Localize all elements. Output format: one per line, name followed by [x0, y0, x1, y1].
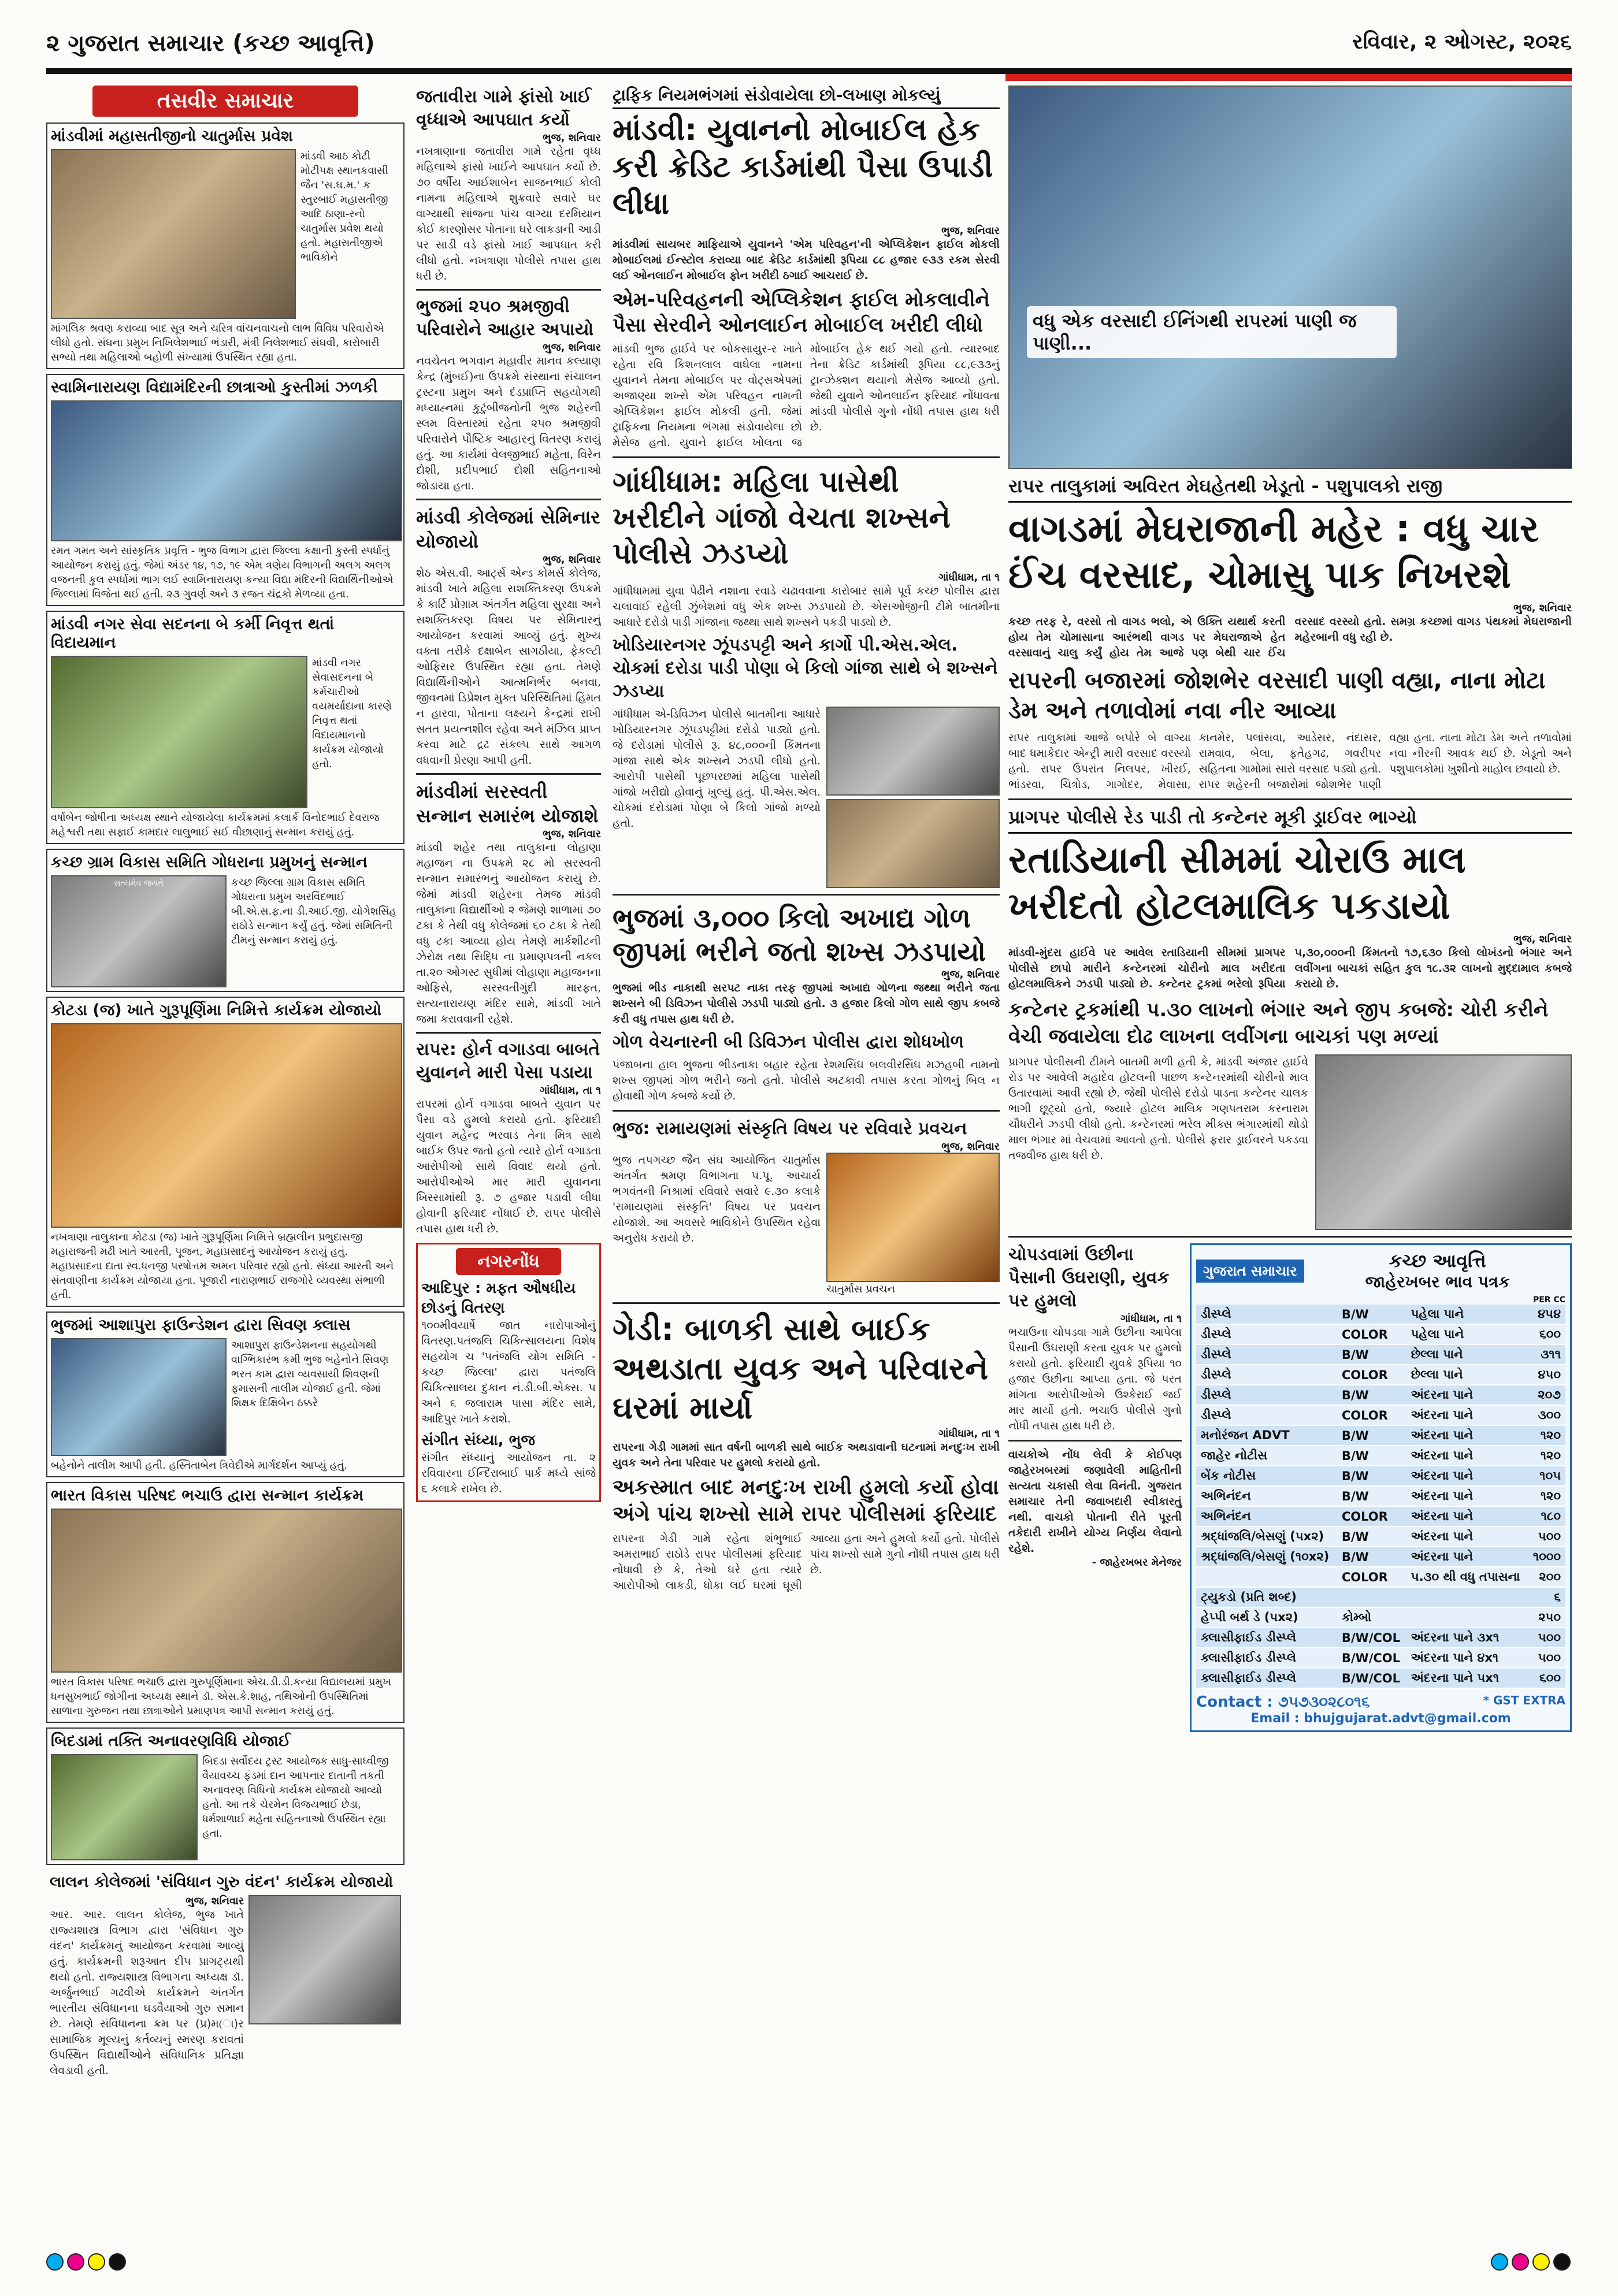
photo-accused-2 — [826, 799, 1000, 888]
registration-marks-right — [1491, 2253, 1574, 2273]
story-retirement — [46, 611, 404, 844]
article-body: પંજાબના હાલ ભુજના ભીડનાકા બહાર રહેતા રેશમસિંઘ બલવીરસિંઘ મઝહબી નામનો શખ્સ જીપમાં ગોળ ભરીને જતો હતો. પોલીસે અટકાવી તપાસ કરતા ગોળનું બિલ ન હોવાથી ગોળ કબજે કર્યો છે. — [613, 1058, 1000, 1102]
story-title: બિદડામાં તક્તિ અનાવરણવિધિ યોજાઈ — [51, 1732, 291, 1750]
story-side-text: આશાપુરા ફાઉન્ડેશનના સહયોગથી વાગ્ભિકારંભ કમી ભુજ બહેનોને સિવણ ભરત કામ દ્વારા વ્યવસાયી શિવણની ફમાસની તાલીમ યોજાઈ હતી. જેમાં શિક્ષક દિક્ષિબેન ઠક્કરે — [231, 1339, 389, 1409]
story-caption: વર્ષાબેન જોષીના અધ્યક્ષ સ્થાને યોજાયેલા કાર્યક્રમમાં કલાર્ક વિનોદભાઈ દેવરાજ મહેશ્વરી તથા સફાઈ કામદાર લાલુભાઈ સઈ વીછાણાનું સન્માન કરાયું હતું. — [51, 812, 380, 838]
story-caption: ભારત વિકાસ પરિષદ ભચાઉ દ્વારા ગુરુપૂર્ણિમાના એચ.ડી.ડી.કન્યા વિદ્યાલયમાં પ્રમુખ ધનસુખભાઈ જોગીના અધ્યક્ષ સ્થાને ડૉ. એસ.કે.શાહ, તથિઓની ઉપસ્થિતિમાં સાળાના ગુરુજન તથા છાત્રાઓને પ્રમાણપત્ર આપી સન્માન કરાયું હતું. — [51, 1676, 391, 1717]
story-sewing — [46, 1312, 404, 1477]
rate-page: છેલ્લા પાને — [1407, 1344, 1527, 1365]
rate-page: છેલ્લા પાને — [1407, 1365, 1527, 1385]
column-rain — [1008, 86, 1572, 2217]
story-bidada — [46, 1727, 404, 1865]
byline: ગાંધીધામ, તા ૧ — [1120, 1313, 1182, 1325]
rate-price: ૨૫૦ — [1527, 1607, 1565, 1628]
rate-type: B/W — [1337, 1305, 1407, 1324]
headline-chopadva: ચોપડવામાં ઉછીના પૈસાની ઉઘરાણી, યુવક પર હુમલો — [1008, 1244, 1170, 1311]
rate-type: B/W — [1337, 1446, 1407, 1466]
article-lead: ભુજમાં ભીડ નાકાથી સરપટ નાકા તરફ જીપમાં અખાદ્ય ગોળના જથ્થા ભરીને જતા શખ્સને બી ડિવિઝન પોલીસે ઝડપી પાડ્યો હતો. ૩ હજાર કિલો ગોળ સાથે જીપ કબજે કરી વધુ તપાસ હાથ ધરી છે. — [613, 982, 1000, 1026]
photo-wrestling-team — [51, 400, 402, 541]
rate-price: ૫૦૦ — [1527, 1648, 1565, 1668]
rate-row — [1196, 1547, 1565, 1567]
divider — [613, 1110, 1000, 1112]
subheadline: કન્ટેનર ટ્રકમાંથી પ.૩૦ લાખનો ભંગાર અને જીપ કબજે: ચોરી કરીને વેચી જવાયેલા દોઢ લાખના લવીંગના બાચકાં પણ મળ્યાં — [1008, 998, 1549, 1048]
photo-caption: ચાતુર્માસ પ્રવચન — [826, 1283, 895, 1295]
rate-category: ડીસ્પ્લે — [1196, 1365, 1337, 1385]
divider — [1008, 1440, 1182, 1441]
byline: ભુજ, શનિવાર — [185, 1895, 244, 1907]
rate-price: ૧૨૦ — [1527, 1425, 1565, 1446]
email-link[interactable]: bhujgujarat.advt@gmail.com — [1304, 1711, 1511, 1726]
headline-ratadiya: રતાડિયાની સીમમાં ચોરાઉ માલ ખરીદતો હોટલમાલિક પકડાયો — [1008, 839, 1466, 928]
rate-type: B/W/COL — [1337, 1648, 1407, 1668]
rate-row — [1196, 1486, 1565, 1506]
rate-category: શ્રદ્ધાંજલિ/બેસણું (૧૦x૨) — [1196, 1547, 1337, 1567]
article-body: ગાંધીધામ એ-ડિવિઝન પોલીસે બાતમીના આધારે ખોડિયારનગર ઝૂંપડપટ્ટીમાં દરોડો પાડ્યો હતો. જે દરોડામાં પોલીસે રૂ. ૪૮,૦૦૦ની કિંમતના ગાંજા સાથે એક શખ્સને ઝડપી લીધો હતો. આરોપી પાસેથી પૂછપરછમાં મહિલા પાસેથી ગાંજો ખરીદ્યો હોવાનું ખુલ્યું હતું. પી.એસ.એલ. ચોકમાં દરોડામાં પોણા બે કિલો ગાંજો મળ્યો હતો. — [613, 708, 821, 830]
nagar-nondh-box — [416, 1243, 601, 1502]
photo-chaturmas — [51, 149, 296, 319]
byline: ભુજ, શનિવાર — [941, 968, 1000, 980]
rate-page: અંદરના પાને — [1407, 1385, 1527, 1405]
rate-category: ટ્યુકડો (પ્રતિ શબ્દ) — [1196, 1587, 1337, 1607]
article-rapar-horn — [416, 1038, 601, 1237]
rate-type: B/W — [1337, 1385, 1407, 1405]
rate-row — [1196, 1587, 1565, 1607]
rate-price: ૧૦૦૦ — [1527, 1547, 1565, 1567]
rate-page: અંદરના પાને — [1407, 1526, 1527, 1547]
rate-page: અંદરના પાને ૩x૧ — [1407, 1628, 1527, 1648]
story-gurupurnima — [46, 997, 404, 1307]
reg-mark-icon — [109, 2253, 126, 2271]
column-briefs — [416, 86, 601, 2217]
byline: ગાંધીધામ, તા ૧ — [540, 1084, 601, 1097]
story-caption: રમત ગમત અને સાંસ્કૃતિક પ્રવૃત્તિ - ભુજ વિભાગ દ્વારા જિલ્લા કક્ષાની કુસ્તી સ્પર્ધાનું આયોજન કરાયું હતું. જેમાં અંડર ૧૪, ૧૭, ૧૯ એમ ત્રણેય વિભાગની અલગ અલગ વજનની કુલ સ્પર્ધામાં ભાગ લઈ સ્વામિનારાયણ કન્યા વિદ્યા મંદિરની વિદ્યાર્થિનીઓએ જિલ્લામાં વિજેતા થઈ હતી. ૨૩ ગુવર્ણ અને ૩ રજત ચંદ્રકો મેળવ્યા હતા. — [51, 545, 394, 600]
brief-body: સંગીત સંધ્યાનું આયોજન તા. ૨ રવિવારના ઈન્દિરાબાઈ પાર્ક મધ્યે સાંજે ૬ કલાકે રાખેલ છે. — [421, 1451, 596, 1495]
rate-row — [1196, 1324, 1565, 1344]
subheadline: ખોડિયારનગર ઝૂંપડપટ્ટી અને કાર્ગો પી.એસ.એલ. ચોકમાં દરોડા પાડી પોણા બે કિલો ગાંજા સાથે બે શખ્સને ઝડપ્યા — [613, 635, 998, 701]
advert-notice: વાચકોએ નોંધ લેવી કે કોઈપણ જાહેરખબરમાં જણાવેલી માહિતીની સત્યતા ચકાસી લેવા વિનંતી. ગુજરાત સમાચાર તેની જવાબદારી સ્વીકારતું નથી. વાચકો પોતાની રીતે પૂરતી તકેદારી રાખીને યોગ્ય નિર્ણય લેવાનો રહેશે. — [1008, 1448, 1182, 1555]
rate-row — [1196, 1385, 1565, 1405]
kicker: રાપર તાલુકામાં અવિરત મેઘહેતથી ખેડૂતો - પશુપાલકો રાજી — [1008, 475, 1572, 503]
reg-mark-icon — [67, 2253, 84, 2271]
masthead — [46, 30, 1572, 65]
headline-gedi: ગેડી: બાળકી સાથે બાઈક અથડાતા યુવક અને પરિવારને ઘરમાં માર્યા — [613, 1311, 989, 1426]
rate-row — [1196, 1567, 1565, 1587]
rate-category: ડીસ્પ્લે — [1196, 1405, 1337, 1425]
rate-row — [1196, 1344, 1565, 1365]
photo-flooded-street — [1008, 86, 1572, 469]
photo-overlay-caption: વધુ એક વરસાદી ઈનિંગથી રાપરમાં પાણી જ પાણી... — [1027, 306, 1397, 358]
headline: ભુજમાં ૨૫૦ શ્રમજીવી પરિવારોને આહાર અપાયો — [416, 296, 593, 340]
registration-marks-left — [46, 2253, 129, 2273]
article-body: ભુજ તપગચ્છ જૈન સંઘ આયોજિત ચાતુર્માસ અંતર્ગત શ્રમણ વિભાગના પ.પૂ. આચાર્ય ભગવંતની નિશ્રામાં રવિવારે સવારે ૯.૩૦ કલાકે 'રામાયણમાં સંસ્કૃતિ' વિષય પર પ્રવચન યોજાશે. આ અવસરે ભાવિકોને ઉપસ્થિત રહેવા અનુરોધ કરાયો છે. — [613, 1154, 821, 1244]
rate-price: ૧૮૦ — [1527, 1506, 1565, 1526]
rate-row — [1196, 1668, 1565, 1688]
rate-page: પહેલા પાને — [1407, 1324, 1527, 1344]
masthead-date: રવિવાર, ૨ ઓગસ્ટ, ૨૦૨૬ — [1352, 30, 1572, 54]
article-food — [416, 295, 601, 494]
rate-page: અંદરના પાને ૪x૧ — [1407, 1648, 1527, 1668]
sign-text: સત્યમેવ જયતે — [114, 879, 164, 888]
contact-label: Contact : — [1196, 1693, 1273, 1711]
rate-category: ડીસ્પ્લે — [1196, 1344, 1337, 1365]
rate-category: મનોરંજન ADVT — [1196, 1425, 1337, 1446]
article-lead: કચ્છ તરફ રે, વરસો તો વાગડ ભલો, એ ઉક્તિ યથાર્થ કરતી હોય તેમ ચોમાસાના આરંભથી વાગડ પર મેઘરાજાએ હેત વરસાવાનું ચાલુ કર્યું હોય તેમ આજે પણ બેથી ચાર ઈંચ વરસાદ વરસ્યો હતો. સમગ્ર કચ્છમાં વાગડ પંથકમાં મેઘરાજાની મહેરબાની વધુ રહી છે. — [1008, 615, 1572, 659]
divider — [416, 499, 601, 500]
divider — [1008, 798, 1572, 800]
rate-category: જાહેર નોટીસ — [1196, 1446, 1337, 1466]
rate-price: ૨૦૦ — [1527, 1567, 1565, 1587]
divider — [416, 1032, 601, 1034]
rate-type — [1337, 1587, 1407, 1607]
rate-type: B/W — [1337, 1526, 1407, 1547]
article-lead: માંડવી-મુંદરા હાઈવે પર આવેલ રતાડિયાની સીમમાં પ્રાગપર પોલીસે છાપો મારીને કન્ટેનરમાં ચોરીનો માલ ખરીદતા હોટલમાલિકને ઝડપી પાડ્યો છે. કન્ટેનર ટ્રકમાં ભરેલો રૂપિયા ૫,૩૦,૦૦૦ની કિંમતનો ૧૭,૬૩૦ કિલો લોખંડનો ભંગાર અને લવીંગના બાચકાં સહિત કુલ ૧૮.૩૨ લાખનો મુદ્દામાલ કબજે કરાયો છે. — [1008, 946, 1572, 990]
article-body: માંડવી ભુજ હાઈવે પર બોકસાયુર-ર ખાતે રહેતા રવિ કિશનલાલ વાઘેલા નામના યુવાનને તેમના મોબાઈલ પર વોટ્સએપમાં અજાણ્યા શખ્સે એમ પરિવહન નામની એપ્લિકેશન ફાઈલ મોકલી હતી. જેમાં ટ્રાફિકના નિયમના ભંગમાં સંડોવાયેલા છો મેસેજ હતો. યુવાને ફાઈલ ખોલતા જ મોબાઈલ હેક થઈ ગયો હતો. ત્યારબાદ તેના ક્રેડિટ કાર્ડમાંથી રૂપિયા ૮૮,૯૩૩નું ટ્રાન્ઝેક્શન થયાનો મેસેજ આવ્યો હતો. જેથી યુવાને ઓનલાઈન ફરિયાદ નોંધાવતા માંડવી પોલીસે ગુનો નોંધી તપાસ હાથ ધરી છે. — [613, 343, 1000, 449]
headline-ganja: ગાંધીધામ: મહિલા પાસેથી ખરીદીને ગાંજો વેચતા શખ્સને પોલીસે ઝડપ્યો — [613, 465, 951, 570]
rate-type: COLOR — [1337, 1365, 1407, 1385]
photo-gurupurnima — [51, 1023, 402, 1228]
story-wrestling — [46, 374, 404, 606]
story-side-text: બિદડા સર્વોદય ટ્રસ્ટ આયોજક સાધુ-સાધ્વીજી વૈયાવચ્ચ ફંડમાં દાન આપનાર દાતાની તકતી અનાવરણ વિધિનો કાર્યક્રમ યોજાયો આવ્યો હતો. આ તકે ચેરમેન વિજયભાઈ છેડા, ધર્મશાળાઈ મહેતા સહિતનાઓ ઉપસ્થિત રહ્યા હતા. — [202, 1755, 389, 1840]
reg-mark-icon — [46, 2253, 64, 2271]
column-photo-news — [46, 86, 404, 2217]
divider — [1008, 1236, 1572, 1238]
byline: ગાંધીધામ, તા ૧ — [938, 1428, 1000, 1440]
divider — [613, 894, 1000, 896]
rate-row — [1196, 1607, 1565, 1628]
article-lead: માંડવીમાં સાયબર માફિયાએ યુવાનને 'એમ પરિવહન'ની એપ્લિકેશન ફાઈલ મોકલી મોબાઈલમાં ઈન્સ્ટોલ કરાવ્યા બાદ ક્રેડિટ કાર્ડમાંથી રૂપિયા ૮૮ હજાર ૯૩૩ રકમ સેરવી લઈ ઓનલાઈન મોબાઈલ ફોન ખરીદી ઠગાઈ આચરાઈ છે. — [613, 238, 1000, 282]
rate-category: અભિનંદન — [1196, 1506, 1337, 1526]
email-label: Email : — [1250, 1711, 1300, 1726]
headline: માંડવી કોલેજમાં સેમિનાર યોજાયો — [416, 506, 600, 552]
rate-page: અંદરના પાને — [1407, 1506, 1527, 1526]
rate-page: અંદરના પાને — [1407, 1466, 1527, 1486]
rate-price: ૪૫૪ — [1527, 1305, 1565, 1324]
subheadline: રાપરની બજારમાં જોશભેર વરસાદી પાણી વહ્યા, નાના મોટા ડેમ અને તળાવોમાં નવા નીર આવ્યા — [1008, 667, 1546, 724]
rate-price: ૨૦૭ — [1527, 1385, 1565, 1405]
photo-monk — [826, 1153, 1000, 1282]
rate-page: અંદરના પાને — [1407, 1486, 1527, 1506]
headline-jaggery: ભુજમાં ૩,૦૦૦ કિલો અખાદ્ય ગોળ જીપમાં ભરીને જતો શખ્સ ઝડપાયો — [613, 902, 986, 967]
ad-rate-card — [1190, 1243, 1572, 1732]
rate-page: અંદરના પાને — [1407, 1547, 1527, 1567]
photo-retirement — [51, 656, 307, 808]
story-side-text: માંડવી આઠ કોટી મોટીપક્ષ સ્થાનકવાસી જૈન 'સ.ઘ.મ.' ક સ્તુરબાઈ મહાસતીજી આદિ ઠાણા-રનો ચાતુર્માસ પ્રવેશ થયો હતો. મહાસતીજીએ ભાવિકોને — [300, 150, 388, 263]
article-body: પ્રાગપર પોલીસની ટીમને બાતમી મળી હતી કે, માંડવી અંજાર હાઈવે રોડ પર આવેલી મહાદેવ હોટલની પાછળ કન્ટેનરમાંથી ચોરીનો માલ ઉતારવામાં આવી રહ્યો છે. જેથી પોલીસે દરોડો પાડતા કન્ટેનર ચાલક ભાગી છૂટ્યો હતો, જ્યારે હોટલ માલિક ગણપતરામ કરનારામ ચૌધરીને ઝડપી લીધો હતો. કન્ટેનરમાં ભરેલ મીક્સ ભંગારમાંથી થોડો માલ ભંગાર માં વેચવામાં આવતો હતો. પોલીસે ફરાર ડ્રાઈવરને પકડવા તજવીજ હાથ ધરી છે. — [1008, 1056, 1308, 1162]
article-body: માંડવી શહેર તથા તાલુકાના લોહાણા મહાજન ના ઉપક્રમે ૨૮ મો સરસ્વતી સન્માન સમારંભનું આયોજન કરાયું છે. જેમાં માંડવી શહેરના તેમજ માંડવી તાલુકાના વિદ્યાર્થીઓ ૨ જેમણે શાળામાં ૭૦ ટકા કે તેથી વધુ કોલેજમાં ૬૦ ટકા કે તેથી વધુ ટકા આવ્યા હોય તેમણે માર્કશીટની ઝેરોક્ષ તથા સિદ્ધિ ના પ્રમાણપત્રની નકલ તા.૨૦ ઓગસ્ટ સુધીમાં લોહાણા મહાજનના ઓફિસે, સરસ્વતીગુંદી મારફત, સત્યનારાયણ મંદિર સામે, માંડવી ખાતે જમા કરાવવાની રહેશે. — [416, 841, 601, 1026]
rate-page: પહેલા પાને — [1407, 1305, 1527, 1324]
story-bhachau — [46, 1482, 404, 1723]
rate-category: ક્લાસીફાઈડ ડીસ્પ્લે — [1196, 1628, 1337, 1648]
story-title: માંડવી નગર સેવા સદનના બે કર્મી નિવૃત્ત થતાં વિદાયમાન — [51, 615, 335, 652]
byline: ભુજ, શનિવાર — [941, 225, 1000, 237]
byline: ગાંધીધામ, તા ૧ — [938, 571, 1000, 584]
headline-ramayan: ભુજ: રામાયણમાં સંસ્કૃતિ વિષય પર રવિવારે પ્રવચન — [613, 1119, 967, 1139]
story-title: માંડવીમાં મહાસતીજીનો ચાતુર્માસ પ્રવેશ — [51, 127, 293, 145]
photo-sewing-class — [51, 1338, 227, 1456]
byline: ભુજ, શનિવાર — [543, 553, 601, 566]
gst-note: * GST EXTRA — [1483, 1693, 1565, 1707]
rate-price: ૫૦૦ — [1527, 1628, 1565, 1648]
rate-type: B/W/COL — [1337, 1628, 1407, 1648]
rate-price: ૧૨૦ — [1527, 1446, 1565, 1466]
rate-category: અભિનંદન — [1196, 1486, 1337, 1506]
story-side-text: કચ્છ જિલ્લા ગ્રામ વિકાસ સમિતિ ગોધરાના પ્રમુખ અરવિંદભાઈ બી.એ.સ.ફ.ના ડી.આઈ.જી. યોગેશસિંહ રાઠોડે સન્માન કર્યું હતું. જેમાં સમિતિની ટીમનું સન્માન કરાયું હતું. — [231, 876, 397, 946]
rate-type: કોમ્બો — [1337, 1607, 1407, 1628]
kicker: પ્રાગપર પોલીસે રેડ પાડી તો કન્ટેનર મૂકી ડ્રાઈવર ભાગ્યો — [1008, 806, 1572, 834]
top-rule — [46, 68, 1572, 74]
brief-title: સંગીત સંધ્યા, ભુજ — [421, 1432, 536, 1449]
photo-plaque — [51, 1754, 198, 1860]
column-crime — [613, 86, 1000, 2217]
rate-price: ૩૦૦ — [1527, 1405, 1565, 1425]
masthead-left: ૨ ગુજરાત સમાચાર (કચ્છ આવૃત્તિ) — [46, 30, 375, 57]
byline: ભુજ, શનિવાર — [941, 1140, 1000, 1153]
contact-number[interactable]: ૭૫૭૩૦૨૮૦૧૬ — [1278, 1693, 1370, 1711]
notice-signature: - જાહેરખબર મેનેજર — [1092, 1556, 1182, 1569]
byline: ભુજ, શનિવાર — [543, 828, 601, 840]
divider — [613, 456, 1000, 458]
headline-vagad-rain: વાગડમાં મેઘરાજાની મહેર : વધુ ચાર ઈંચ વરસાદ, ચોમાસુ પાક નિખરશે — [1008, 508, 1539, 597]
subheadline: એમ-પરિવહનની એપ્લિકેશન ફાઈલ મોકલાવીને પૈસા સેરવીને ઓનલાઈન મોબાઈલ ખરીદી લીધો — [613, 288, 990, 337]
story-caption: નખત્રાણા તાલુકાના કોટડા (જ) ખાતે ગુરૂપૂર્ણિમા નિમિત્તે બ્રહ્મલીન પ્રભુદાસજી મહારાજની મઢી ખાતે આરતી, પૂજન, મહાપ્રસાદનું આયોજન કરાયું હતું. મહાપ્રસાદના દાતા સ્વ.ધનજી પરષોત્તમ અમન પરિવાર રહ્યો હતો. સંધ્યા આરતી અને સંતવાણીના કાર્યક્રમ યોજાયા હતા. પૂજારી નારાણભાઈ રાજગોરે વ્યવસ્થા સંભાળી હતી. — [51, 1231, 394, 1301]
rate-row — [1196, 1425, 1565, 1446]
rate-row — [1196, 1648, 1565, 1668]
rate-category: હેપ્પી બર્થ ડે (૫x૨) — [1196, 1607, 1337, 1628]
top-red-bar — [1005, 74, 1572, 81]
rate-page: અંદરના પાને — [1407, 1425, 1527, 1446]
reg-mark-icon — [1532, 2253, 1550, 2271]
headline: જતાવીરા ગામે ફાંસો ખાઈ વૃધ્ધાએ આપઘાત કર્યો — [416, 87, 592, 130]
rate-row — [1196, 1466, 1565, 1486]
rate-page — [1407, 1587, 1527, 1607]
article-body: રાપર તાલુકામાં આજે બપોરે બે વાગ્યા બાદ ધમાકેદાર એન્ટ્રી મારી વરસાદ વરસ્યો હતો. રાપર ઉપરાંત નિલપર, ખીરઈ, ભાંડરવા, ચિત્રોડ, ગાગોદર, મેવાસા, કાનમેર, પલાંસવા, આડેસર, નંદાસર, રામવાવ, બેલા, ફતેહગઢ, ગવરીપર સહિતના ગામોમાં સારો વરસાદ પડ્યો હતો. રાપર શહેરની બજારોમાં જોશભેર પાણી વહ્યા હતા. નાના મોટા ડેમ અને તળાવોમાં નવા નીરની આવક થઈ છે. ખેડૂતો અને પશુપાલકોમાં ખુશીનો માહોલ છવાયો છે. — [1008, 731, 1572, 791]
photo-container-truck — [1315, 1054, 1572, 1230]
photo-accused-1 — [826, 707, 1000, 796]
brand-logo: ગુજરાત સમાચાર — [1196, 1260, 1304, 1283]
ratecard-unit: PER CC — [1532, 1295, 1565, 1305]
headline-mandvi-hack: માંડવી: યુવાનનો મોબાઈલ હેક કરી ક્રેડિટ કાર્ડમાંથી પૈસા ઉપાડી લીધા — [613, 113, 993, 221]
rate-page: અંદરના પાને ૫x૧ — [1407, 1668, 1527, 1688]
article-seminar — [416, 505, 601, 768]
rate-row — [1196, 1526, 1565, 1547]
rate-type: B/W/COL — [1337, 1668, 1407, 1688]
rate-row — [1196, 1506, 1565, 1526]
ratecard-title: જાહેરખબર ભાવ પત્રક — [1365, 1272, 1510, 1291]
rate-row — [1196, 1365, 1565, 1385]
story-title: ભારત વિકાસ પરિષદ ભચાઉ દ્વારા સન્માન કાર્યક્રમ — [51, 1487, 364, 1504]
rate-type: B/W — [1337, 1466, 1407, 1486]
story-title: કોટડા (જ) ખાતે ગુરૂપૂર્ણિમા નિમિત્તે કાર્યક્રમ યોજાયો — [51, 1001, 382, 1019]
article-lead: ગાંધીધામમાં યુવા પેઢીને નશાના રવાડે ચઢાવવાના કારોબાર સામે પૂર્વ કચ્છ પોલીસ દ્વારા ચલાવાઈ રહેલી ઝુંબેશમાં વધુ એક શખ્સ ઝડપાયો છે. એસઓજીની ટીમે બાતમીના આધારે દરોડો પાડી ગાંજાના જથ્થા સાથે શખ્સને પકડી પાડ્યો છે. — [613, 585, 1000, 629]
story-gramvikas — [46, 849, 404, 992]
story-caption: બહેનોને તાલીમ આપી હતી. હસ્તિતાબેન ત્રિવેદીએ માર્ગદર્શન આપ્યું હતું. — [51, 1459, 348, 1472]
rate-category: ક્લાસીફાઈડ ડીસ્પ્લે — [1196, 1648, 1337, 1668]
subheadline: અકસ્માત બાદ મનદુઃખ રાખી હુમલો કર્યો હોવા અંગે પાંચ શખ્સો સામે રાપર પોલીસમાં ફરિયાદ — [613, 1476, 999, 1526]
rate-category: ડીસ્પ્લે — [1196, 1305, 1337, 1324]
story-title: સ્વામિનારાયણ વિદ્યામંદિરની છાત્રાઓ કુસ્તીમાં ઝળકી — [51, 378, 378, 396]
divider — [613, 1302, 1000, 1304]
subheadline: ગોળ વેચનારની બી ડિવિઝન પોલીસ દ્વારા શોધખોળ — [613, 1032, 964, 1052]
rate-type: B/W — [1337, 1547, 1407, 1567]
rate-price: ૧૨૦ — [1527, 1486, 1565, 1506]
rate-page: અંદરના પાને — [1407, 1405, 1527, 1425]
rate-price: ૬૦૦ — [1527, 1324, 1565, 1344]
rate-row — [1196, 1305, 1565, 1324]
rate-price: ૪૫૦ — [1527, 1365, 1565, 1385]
story-title: લાલન કોલેજમાં 'સંવિધાન ગુરુ વંદન' કાર્યક્રમ યોજાયો — [50, 1873, 394, 1891]
nagar-nondh-label: નગરનોંધ — [456, 1248, 561, 1275]
headline: માંડવીમાં સરસ્વતી સન્માન સમારંભ યોજાશે — [416, 781, 599, 827]
rate-price: ૧૦૫ — [1527, 1466, 1565, 1486]
story-title: કચ્છ ગ્રામ વિકાસ સમિતિ ગોધરાના પ્રમુખનું સન્માન — [51, 853, 368, 871]
headline: રાપર: હોર્ન વગાડવા બાબતે યુવાનને મારી પેસા પડાયા — [416, 1039, 600, 1083]
byline: ભુજ, શનિવાર — [543, 132, 601, 144]
story-caption: માંગલિક શ્રવણ કરાવ્યા બાદ સૂત્ર અને ચરિત્ર વાંચનવાચનો લાભ વિવિધ પરિવારોએ લીધો હતો. સંઘના પ્રમુખ નિખિલેશભાઈ ભંડારી, મંત્રી નિલેશભાઈ સંઘવી, કારોબારી સભ્યો તથા મહિલાઓ બહોળી સંખ્યામાં ઉપસ્થિત રહ્યા હતા. — [51, 322, 384, 363]
rate-category: ક્લાસીફાઈડ ડીસ્પ્લે — [1196, 1668, 1337, 1688]
divider — [416, 289, 601, 291]
rate-type: COLOR — [1337, 1567, 1407, 1587]
rate-row — [1196, 1405, 1565, 1425]
article-saraswati — [416, 779, 601, 1027]
story-title: ભુજમાં આશાપુરા ફાઉન્ડેશન દ્વારા સિવણ ક્લાસ — [51, 1316, 351, 1334]
rate-type: B/W — [1337, 1344, 1407, 1365]
photo-bhachau-event — [51, 1509, 402, 1673]
rate-page: ૫.૩૦ થી વધુ તપાસના — [1407, 1567, 1527, 1587]
article-body: નખત્રાણાના જતાવીરા ગામે રહેતા વૃધ્ધ મહિલાએ ફાંસો ખાઈને આપઘાત કર્યો છે. ૭૦ વર્ષીય આઈશાબેન સાજનભાઈ કોલી નામના મહિલાએ શુક્રવારે સવારે ઘર વાગ્યાથી સાંજના પાંચ વાગ્યા દરમિયાન કોઈ કારણોસર પોતાના ઘરે લાકડાની આડી પર સાડી વડે ફાંસો ખાઈ આપઘાત કરી લીધો હતો. નખત્રાણા પોલીસે તપાસ હાથ ધરી છે. — [416, 145, 601, 283]
story-body: આર. આર. લાલન કોલેજ, ભુજ ખાતે રાજ્યશાસ્ત્ર વિભાગ દ્વારા 'સંવિધાન ગુરુ વંદન' કાર્યક્રમનું આયોજન કરવામાં આવ્યું હતું. કાર્યક્રમની શરૂઆત દીપ પ્રાગટ્યથી થયો હતો. રાજ્યશાસ્ત્ર વિભાગના અધ્યક્ષ ડૉ. અર્જુનભાઈ ગઢવીએ કાર્યક્રમને અંતર્ગત ભારતીય સંવિધાનના ઘડવૈયાઓ ગુરુ સમાન છે. તેમણે સંવિધાનના ક્રમ પર (પ્ર)મ(ા)ર સામાજિક મૂલ્યનું કર્તવ્યનું સ્મરણ કરાવતાં ઉપસ્થિત વિદ્યાર્થીઓને સંવિધાનિક પ્રતિજ્ઞા લેવડાવી હતી. — [50, 1908, 244, 2077]
photo-felicitation — [51, 875, 227, 987]
article-body: ભચાઉના ચોપડવા ગામે ઉછીના આપેલા પૈસાની ઉઘરાણી કરતા યુવક પર હુમલો કરાયો હતો. ફરિયાદી યુવકે રૂપિયા ૧૦ હજાર ઉછીના આપ્યા હતા. જે પરત માંગતા આરોપીઓએ ઉશ્કેરાઈ જઈ માર માર્યો હતો. ભચાઉ પોલીસે ગુનો નોંધી તપાસ હાથ ધરી છે. — [1008, 1326, 1182, 1432]
rate-price: ૬ — [1527, 1587, 1565, 1607]
rate-row — [1196, 1446, 1565, 1466]
rate-row — [1196, 1628, 1565, 1648]
rate-page: અંદરના પાને — [1407, 1446, 1527, 1466]
rate-type: COLOR — [1337, 1324, 1407, 1344]
rate-category: ડીસ્પ્લે — [1196, 1324, 1337, 1344]
reg-mark-icon — [1512, 2253, 1529, 2271]
article-jatavira — [416, 86, 601, 284]
byline: ભુજ, શનિવાર — [1513, 933, 1572, 945]
rate-type: COLOR — [1337, 1506, 1407, 1526]
rate-price: ૫૦૦ — [1527, 1526, 1565, 1547]
rate-page — [1407, 1607, 1527, 1628]
reg-mark-icon — [1491, 2253, 1508, 2271]
section-label: તસવીર સમાચાર — [92, 86, 358, 117]
article-body: રાપરમાં હોર્ન વગાડવા બાબતે યુવાન પર પૈસા વડે હુમલો કરાયો હતો. ફરિયાદી યુવાન મહેન્દ્ર ભરવાડ તેના મિત્ર સાથે બાઈક ઉપર જતો હતો ત્યારે હોર્ન વગાડતા આરોપીઓ સાથે વિવાદ થયો હતો. આરોપીઓએ માર મારી યુવાનના ખિસ્સામાંથી રૂ. ૭ હજાર પડાવી લીધા હોવાની ફરિયાદ નોંધાઈ છે. રાપર પોલીસે તપાસ હાથ ધરી છે. — [416, 1098, 601, 1235]
rate-category: બેંક નોટીસ — [1196, 1466, 1337, 1486]
article-body: નવચેતન ભગવાન મહાવીર માનવ કલ્યાણ કેન્દ્ર (મુંબઈ)ના ઉપક્રમે સંસ્થાના સંચાલન ટ્રસ્ટના પ્રમુખ અને દંડપ્રાપ્તિ સહયોગથી મધ્યાહ્નમાં કુટુંબીજનોની ભુજ શહેરની સ્લમ વિસ્તારમાં રહેતા ૨૫૦ શ્રમજીવી પરિવારોને પૌષ્ટિક આહારનું વિતરણ કરાયું હતું. આ કાર્યમાં વેલજીભાઈ મહેતા, વિરેન દોશી, પ્રદીપભાઈ દોશી સહિતનાઓ જોડાયા હતા. — [416, 355, 601, 492]
rate-category: શ્રદ્ધાંજલિ/બેસણું (૫x૨) — [1196, 1526, 1337, 1547]
article-body: રાપરના ગેડી ગામે રહેતા શંભુભાઈ અમરાભાઈ રાઠોડે રાપર પોલીસમાં ફરિયાદ નોંધાવી છે કે, તેઓ ઘરે હતા ત્યારે આરોપીઓ લાકડી, ધોકા લઈ ઘરમાં ઘૂસી આવ્યા હતા અને હુમલો કર્યો હતો. પોલીસે પાંચ શખ્સો સામે ગુનો નોંધી તપાસ હાથ ધરી છે. — [613, 1532, 1000, 1592]
divider — [416, 773, 601, 775]
rate-price: ૬૦૦ — [1527, 1668, 1565, 1688]
rate-category: ડીસ્પ્લે — [1196, 1385, 1337, 1405]
rate-table — [1196, 1305, 1565, 1689]
kicker: ટ્રાફિક નિયમભંગમાં સંડોવાયેલા છો-લખાણ મોકલ્યું — [613, 86, 1000, 109]
article-body: શેઠ એસ.વી. આર્ટ્સ એન્ડ કોમર્સ કોલેજ, માંડવી ખાતે મહિલા સશક્તિકરણ ઉપક્રમે કે કાર્ટિ પ્રોગ્રામ અંતર્ગત મહિલા સુરક્ષા અને સશક્તિકરણ વિષય પર સેમિનારનું આયોજન કરવામાં આવ્યું હતું. મુખ્ય વક્તા તરીકે દક્ષાબેન સાગઠીયા, ફેકલ્ટી ઓફિસર ઉપસ્થિત રહ્યા હતા. તેમણે વિદ્યાર્થિનીઓને આત્મનિર્ભર બનવા, જીવનમાં ડિપ્રેશન મુક્ત પરિસ્થિતિમાં હિંમત ન હારવા, પોતાના લક્ષ્યને કેન્દ્રમાં રાખી સતત પ્રયત્નશીલ રહેવા અને મંઝિલ પ્રાપ્ત કરવા માટે દ્રઢ સંકલ્પ સાથે આગળ વધવાની પ્રેરણા આપી હતી. — [416, 567, 601, 767]
story-chaturmas — [46, 122, 404, 369]
rate-type: B/W — [1337, 1425, 1407, 1446]
ratecard-edition: કચ્છ આવૃત્તિ — [1389, 1250, 1486, 1272]
reg-mark-icon — [88, 2253, 105, 2271]
rate-type: COLOR — [1337, 1405, 1407, 1425]
rate-price: ૩૧૧ — [1527, 1344, 1565, 1365]
rate-category — [1196, 1567, 1337, 1587]
photo-lalan — [248, 1895, 401, 2024]
article-lead: રાપરના ગેડી ગામમાં સાત વર્ષની બાળકી સાથે બાઈક અથડાવાની ઘટનામાં મનદુઃખ રાખી યુવક અને તેના પરિવાર પર હુમલો કરાયો હતો. — [613, 1441, 1000, 1469]
brief-title: આદિપુર : મફત ઔષધીય છોડનું વિતરણ — [421, 1280, 576, 1317]
byline: ભુજ, શનિવાર — [1513, 602, 1572, 614]
story-side-text: માંડવી નગર સેવાસદનના બે કર્મચારીઓ વયમર્યાદાના કારણે નિવૃત્ત થતાં વિદાયમાનનો કાર્યક્રમ યોજાયો હતો. — [312, 657, 392, 770]
rate-type: B/W — [1337, 1486, 1407, 1506]
story-lalan-college — [46, 1870, 404, 2082]
reg-mark-icon — [1553, 2253, 1571, 2271]
brief-body: ૧૦૦મીવયાર્ષે જાત નારોપાઓનું વિતરણ.પતંજલિ ચિકિત્સાલયના વિશેષ સહયોગ ચ 'પતંજલિ યોગ સમિતિ - કચ્છ જિલ્લા' દ્વારા પતંજલિ ચિકિત્સાલય દુકાન નં.ડી.બી.એક્સ. ૫ અને ૬ જલારામ પાસા મંદિર સામે, આદિપુર ખાતે કરાશે. — [421, 1319, 596, 1425]
byline: ભુજ, શનિવાર — [543, 341, 601, 354]
